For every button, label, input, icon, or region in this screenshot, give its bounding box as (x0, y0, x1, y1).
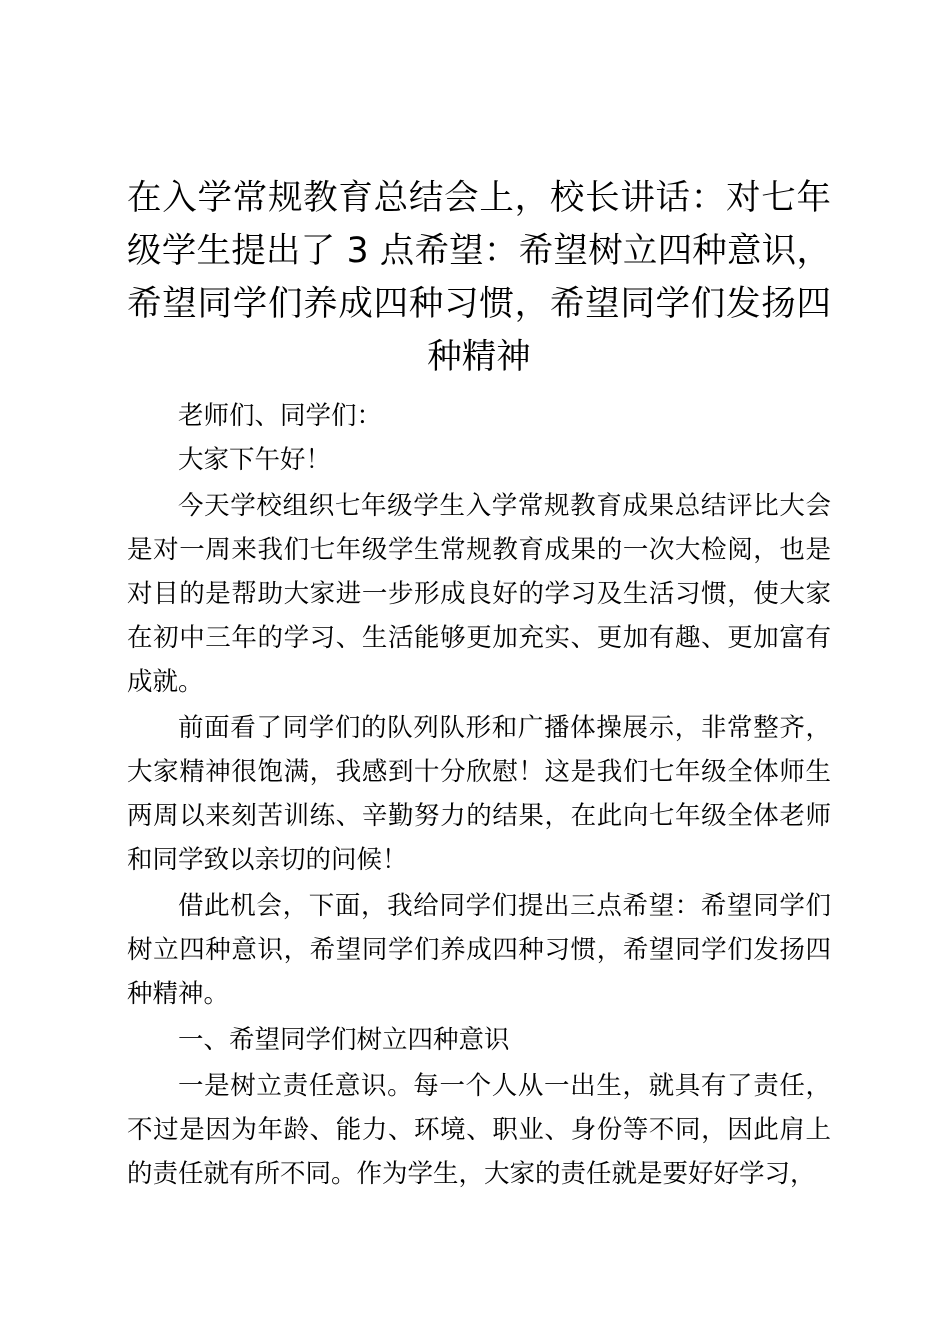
salutation-paragraph: 老师们、同学们： (178, 401, 383, 431)
body-paragraph: 借此机会，下面，我给同学们提出三点希望：希望同学们树立四种意识，希望同学们养成四种习惯，希望同学们发扬四种精神。 (127, 891, 831, 1009)
document-title: 在入学常规教育总结会上，校长讲话：对七年级学生提出了 3 点希望：希望树立四种意识，希望同学们养成四种习惯，希望同学们发扬四种精神 (127, 178, 831, 377)
section-heading: 一、希望同学们树立四种意识 (178, 1025, 510, 1055)
body-paragraph: 今天学校组织七年级学生入学常规教育成果总结评比大会是对一周来我们七年级学生常规教育成果的一次大检阅，也是对目的是帮助大家进一步形成良好的学习及生活习惯，使大家在初中三年的学习、生活能够更加充实、更加有趣、更加富有成就。 (127, 491, 831, 697)
document-body (127, 394, 831, 1196)
document-page (127, 172, 831, 1196)
body-paragraph: 前面看了同学们的队列队形和广播体操展示，非常整齐，大家精神很饱满，我感到十分欣慰！这是我们七年级全体师生两周以来刻苦训练、辛勤努力的结果，在此向七年级全体老师和同学致以亲切的问候！ (127, 713, 831, 875)
greeting-paragraph: 大家下午好！ (178, 445, 332, 475)
body-paragraph: 一是树立责任意识。每一个人从一出生，就具有了责任，不过是因为年龄、能力、环境、职业、身份等不同，因此肩上的责任就有所不同。作为学生，大家的责任就是要好好学习， (127, 1071, 831, 1189)
